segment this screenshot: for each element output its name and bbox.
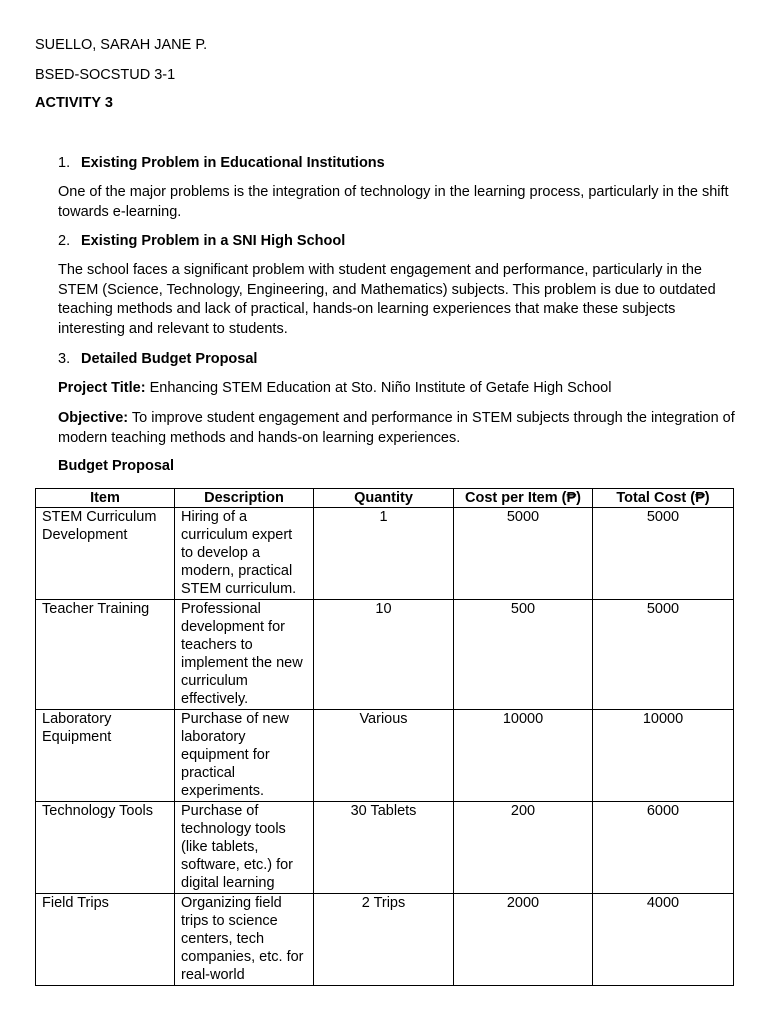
cell-item: Teacher Training [36,600,175,710]
cell-description: Organizing field trips to science centers, tech companies, etc. for real-world [175,894,314,986]
cell-description: Purchase of new laboratory equipment for practical experiments. [175,710,314,802]
section-2-heading [58,232,738,252]
section-3-heading [58,350,738,370]
cell-item: Technology Tools [36,802,175,894]
project-title-value: Enhancing STEM Education at Sto. Niño Institute of Getafe High School [145,380,612,396]
cell-description: Professional development for teachers to implement the new curriculum effectively. [175,600,314,710]
table-row [36,894,734,986]
activity-title: ACTIVITY 3 [35,95,113,111]
column-header-total-cost: Total Cost (₱) [593,489,734,508]
student-section: BSED-SOCSTUD 3-1 [35,67,176,83]
column-header-description: Description [175,489,314,508]
section-3-number: 3. [58,351,71,367]
cell-total: 4000 [593,894,734,986]
cell-cost: 2000 [454,894,593,986]
cell-total: 10000 [593,710,734,802]
section-2-title: Existing Problem in a SNI High School [81,233,346,249]
budget-header-row [36,489,734,508]
column-header-quantity: Quantity [314,489,454,508]
cell-quantity: 10 [314,600,454,710]
cell-item: STEM Curriculum Development [36,508,175,600]
section-1-number: 1. [58,155,71,171]
section-3-title: Detailed Budget Proposal [81,351,258,367]
column-header-item: Item [36,489,175,508]
student-name: SUELLO, SARAH JANE P. [35,37,208,53]
cell-item: Laboratory Equipment [36,710,175,802]
section-2-number: 2. [58,233,71,249]
project-title-label: Project Title: [58,380,146,396]
column-header-cost-per-item: Cost per Item (₱) [454,489,593,508]
project-title-line [58,379,738,399]
section-1-body: One of the major problems is the integration of technology in the learning process, particularly in the shift towards e-learning. [58,184,729,220]
cell-item: Field Trips [36,894,175,986]
cell-description: Hiring of a curriculum expert to develop a modern, practical STEM curriculum. [175,508,314,600]
table-row [36,802,734,894]
cell-quantity: 2 Trips [314,894,454,986]
cell-total: 5000 [593,508,734,600]
cell-total: 6000 [593,802,734,894]
cell-cost: 5000 [454,508,593,600]
table-row [36,600,734,710]
cell-cost: 500 [454,600,593,710]
cell-description: Purchase of technology tools (like tablets, software, etc.) for digital learning [175,802,314,894]
cell-quantity: Various [314,710,454,802]
cell-quantity: 30 Tablets [314,802,454,894]
cell-cost: 200 [454,802,593,894]
table-row [36,710,734,802]
section-2-body: The school faces a significant problem with student engagement and performance, particularly in the STEM (Science, Technology, Engineering, and Mathematics) subjects. This problem is due to outdated teaching methods and lack of practical, hands-on learning experiences that make these subjects interesting and relevant to students. [58,262,716,337]
budget-table [35,488,734,986]
section-1-heading [58,154,738,174]
cell-quantity: 1 [314,508,454,600]
section-1-title: Existing Problem in Educational Institutions [81,155,385,171]
objective-label: Objective: [58,410,129,426]
objective-value: To improve student engagement and performance in STEM subjects through the integration of modern teaching methods and hands-on learning experiences. [58,410,735,446]
cell-total: 5000 [593,600,734,710]
objective-paragraph [58,409,738,448]
cell-cost: 10000 [454,710,593,802]
table-row [36,508,734,600]
budget-heading: Budget Proposal [58,458,175,474]
